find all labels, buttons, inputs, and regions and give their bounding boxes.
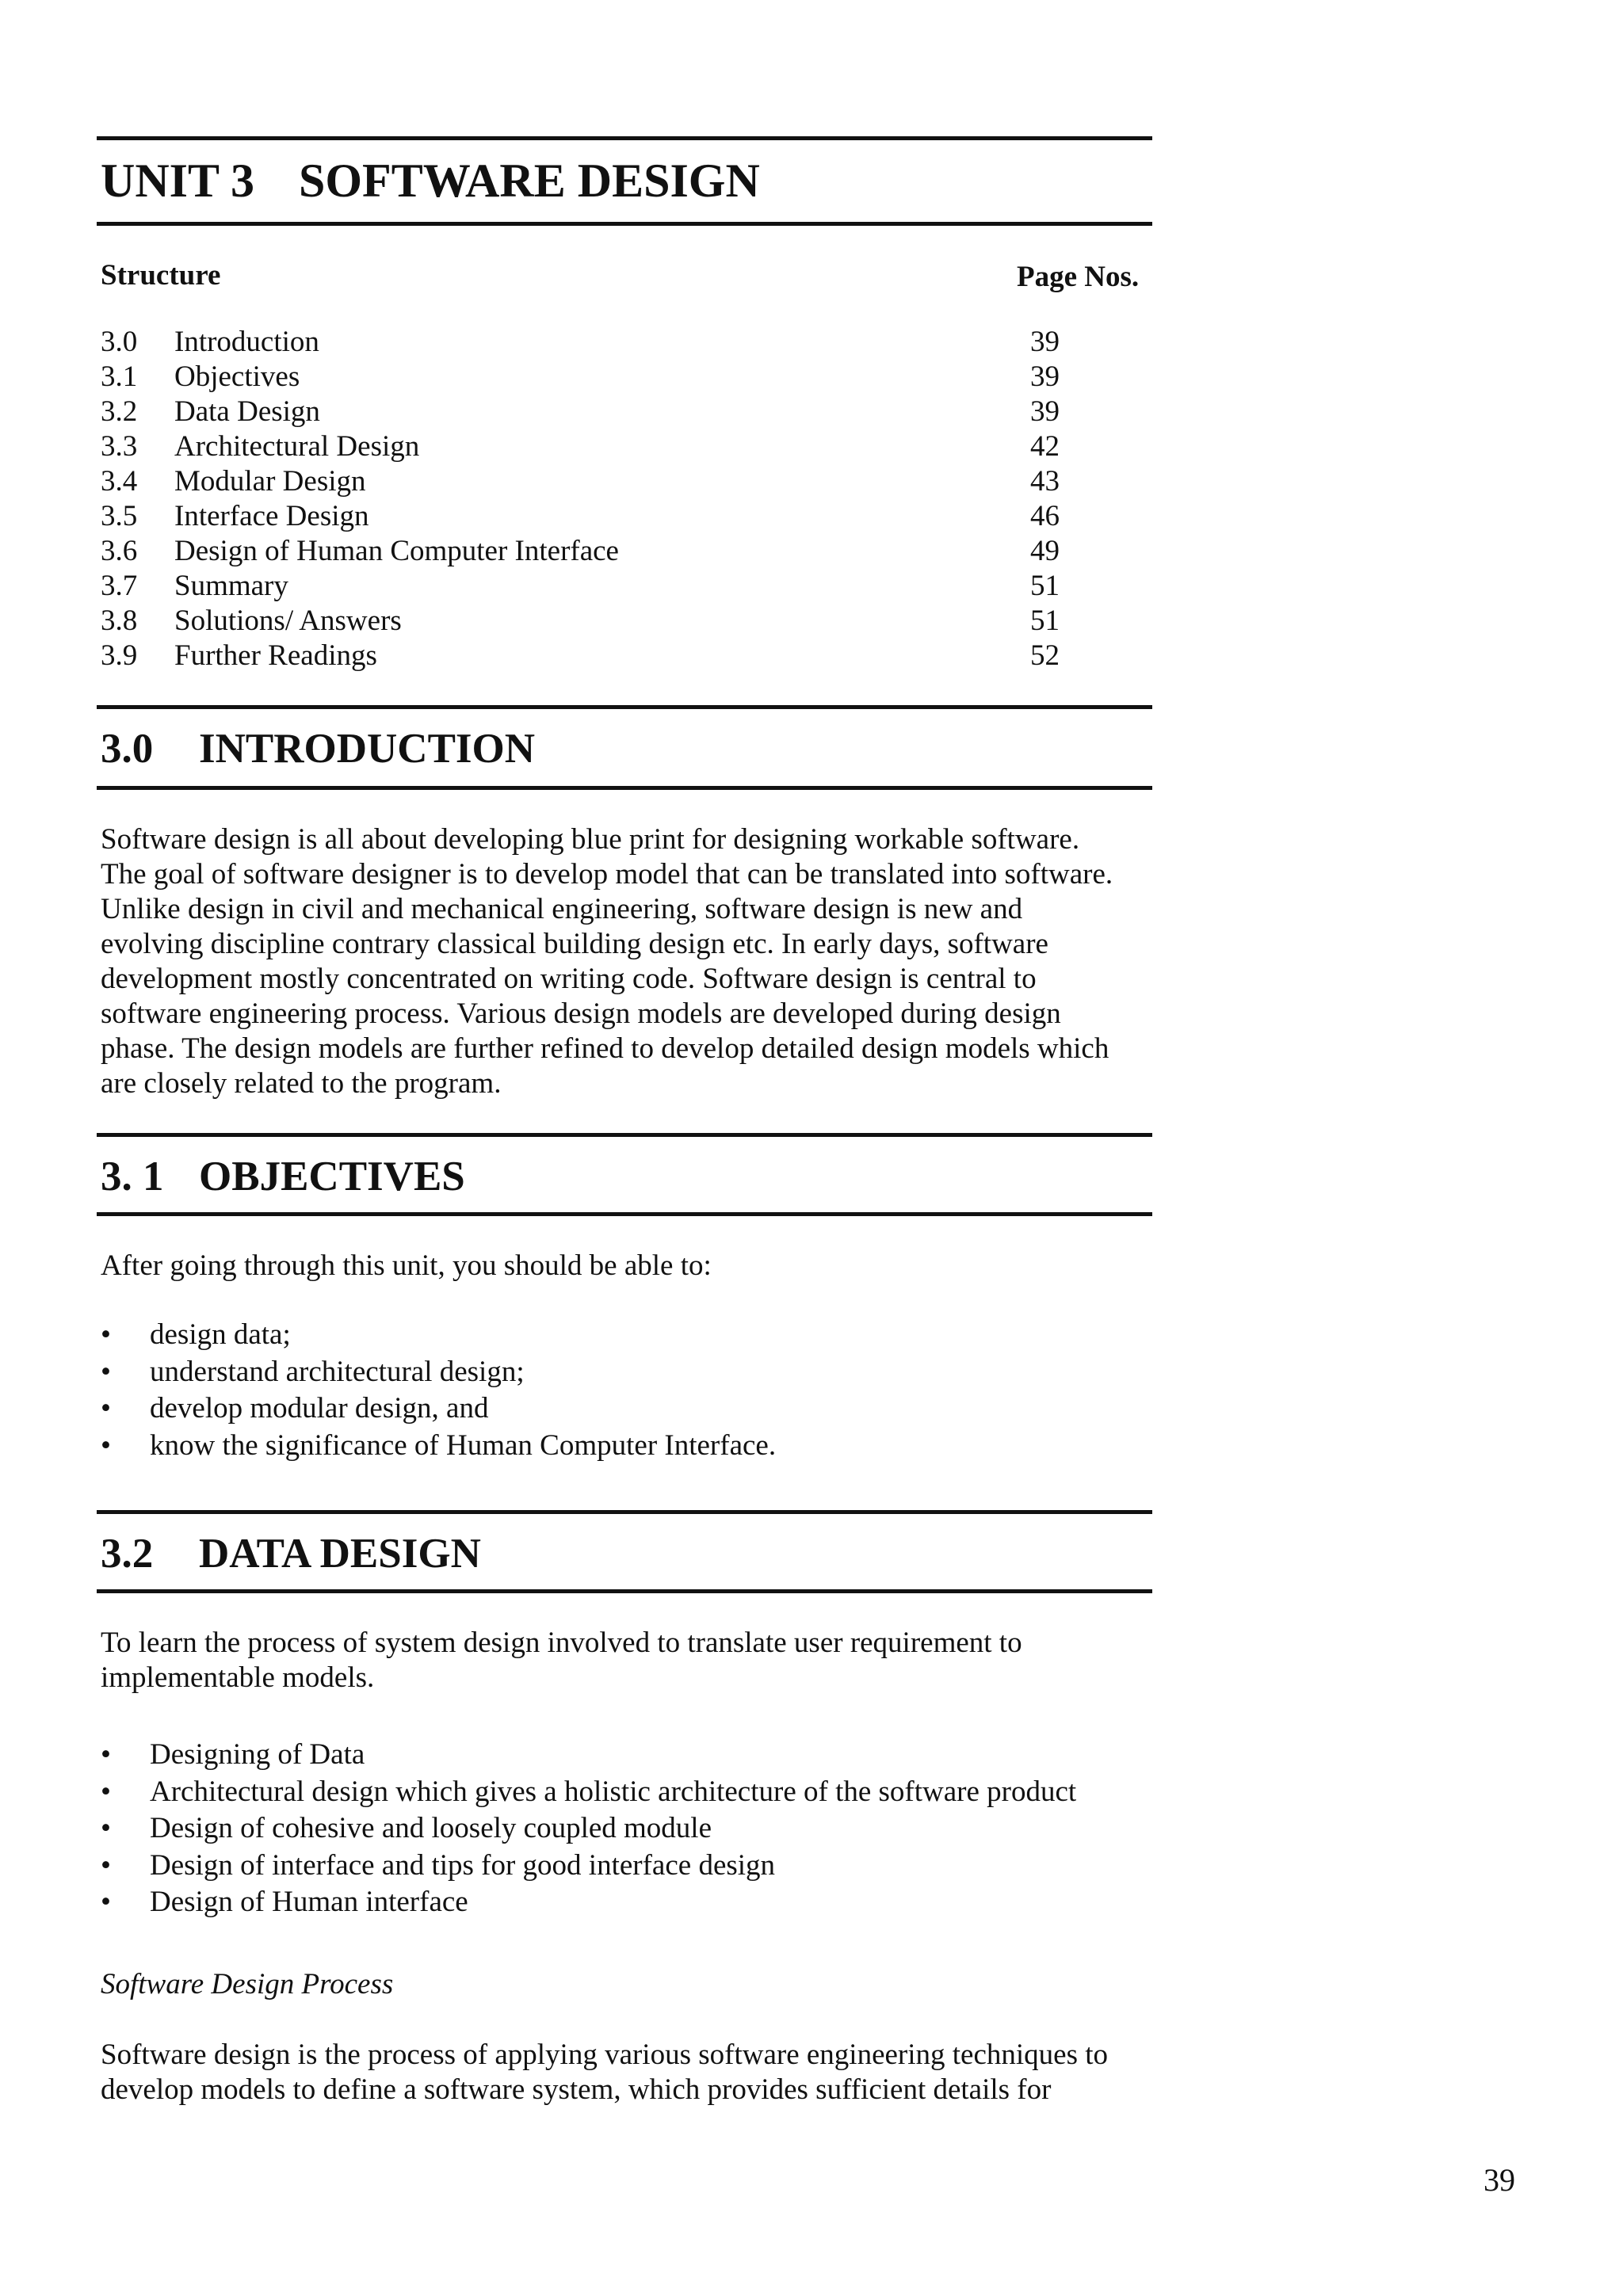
- paragraph-line: Software design is all about developing blue print for designing workable software.: [101, 823, 1080, 856]
- toc-number: 3.6: [101, 535, 138, 567]
- unit-title: [101, 149, 760, 212]
- toc-row: [101, 464, 1131, 499]
- toc-page: 52: [1030, 639, 1060, 672]
- list-item-text: understand architectural design;: [150, 1355, 525, 1388]
- introduction-top-rule: [97, 705, 1152, 709]
- toc-row: [101, 569, 1131, 604]
- paragraph-line: phase. The design models are further refined to develop detailed design models which: [101, 1032, 1109, 1065]
- section-title: INTRODUCTION: [199, 726, 536, 772]
- toc-page: 51: [1030, 570, 1060, 602]
- toc-number: 3.5: [101, 500, 138, 532]
- bullet-icon: •: [101, 1355, 111, 1388]
- toc-row: [101, 604, 1131, 639]
- data-design-top-rule: [97, 1510, 1152, 1514]
- top-rule: [97, 136, 1152, 140]
- objectives-heading: [101, 1149, 465, 1204]
- data-design-intro: [101, 1626, 1163, 1695]
- list-item-text: develop modular design, and: [150, 1392, 489, 1425]
- toc-number: 3.8: [101, 605, 138, 637]
- objectives-intro: [101, 1249, 1163, 1283]
- data-design-bottom-rule: [97, 1589, 1152, 1593]
- toc-page: 49: [1030, 535, 1060, 567]
- toc-page: 51: [1030, 605, 1060, 637]
- toc-number: 3.9: [101, 639, 138, 672]
- list-item-text: Architectural design which gives a holistic architecture of the software product: [150, 1775, 1077, 1808]
- objectives-bottom-rule: [97, 1212, 1152, 1216]
- toc-title: Data Design: [174, 395, 320, 428]
- bullet-icon: •: [101, 1848, 111, 1882]
- paragraph-line: After going through this unit, you should be able to:: [101, 1249, 712, 1282]
- toc-title: Modular Design: [174, 465, 366, 498]
- toc-row: [101, 395, 1131, 429]
- list-item-text: Designing of Data: [150, 1738, 365, 1771]
- toc-title: Introduction: [174, 326, 319, 358]
- list-item-text: Design of Human interface: [150, 1886, 468, 1918]
- bullet-icon: •: [101, 1812, 111, 1844]
- toc-number: 3.4: [101, 465, 138, 498]
- toc-title: Design of Human Computer Interface: [174, 535, 619, 567]
- toc-title: Objectives: [174, 360, 300, 393]
- bullet-icon: •: [101, 1392, 111, 1425]
- toc-page: 39: [1030, 395, 1060, 428]
- toc-row: [101, 429, 1131, 464]
- toc-title: Solutions/ Answers: [174, 605, 402, 637]
- paragraph-line: software engineering process. Various design models are developed during design: [101, 997, 1061, 1030]
- data-design-heading: [101, 1526, 481, 1581]
- list-item-text: Design of interface and tips for good interface design: [150, 1848, 776, 1882]
- introduction-bottom-rule: [97, 786, 1152, 790]
- section-title: DATA DESIGN: [199, 1531, 481, 1577]
- page-nos-heading: Page Nos.: [1017, 261, 1140, 293]
- section-number: 3.0: [101, 726, 154, 772]
- toc-page: 42: [1030, 430, 1060, 463]
- toc-row: [101, 639, 1131, 673]
- toc-row: [101, 499, 1131, 534]
- section-title: OBJECTIVES: [199, 1154, 465, 1199]
- list-item-text: design data;: [150, 1318, 291, 1351]
- software-design-process-subheading: Software Design Process: [101, 1968, 394, 2000]
- unit-title-rule: [97, 222, 1152, 226]
- structure-heading: Structure: [101, 259, 221, 292]
- paragraph-line: Software design is the process of applying various software engineering techniques to: [101, 2039, 1109, 2071]
- paragraph-line: are closely related to the program.: [101, 1067, 502, 1100]
- paragraph-line: The goal of software designer is to develop model that can be translated into software.: [101, 858, 1113, 891]
- toc-number: 3.7: [101, 570, 138, 602]
- introduction-heading: [101, 721, 535, 776]
- bullet-icon: •: [101, 1428, 111, 1462]
- toc-number: 3.1: [101, 360, 138, 393]
- bullet-icon: •: [101, 1886, 111, 1918]
- paragraph-line: Unlike design in civil and mechanical engineering, software design is new and: [101, 893, 1023, 925]
- section-number: 3.2: [101, 1531, 154, 1577]
- paragraph-line: development mostly concentrated on writing code. Software design is central to: [101, 963, 1037, 995]
- toc-number: 3.0: [101, 326, 138, 358]
- software-design-process-paragraph: [101, 2038, 1163, 2107]
- paragraph-line: To learn the process of system design involved to translate user requirement to: [101, 1627, 1022, 1659]
- toc-title: Summary: [174, 570, 288, 602]
- toc-number: 3.2: [101, 395, 138, 428]
- page-number: 39: [1484, 2162, 1515, 2198]
- paragraph-line: implementable models.: [101, 1661, 375, 1694]
- unit-number: UNIT 3: [101, 154, 254, 207]
- list-item-text: know the significance of Human Computer Interface.: [150, 1428, 777, 1462]
- list-item-text: Design of cohesive and loosely coupled module: [150, 1812, 712, 1844]
- toc-row: [101, 325, 1131, 360]
- objectives-top-rule: [97, 1133, 1152, 1137]
- unit-name: SOFTWARE DESIGN: [299, 154, 760, 207]
- bullet-icon: •: [101, 1318, 111, 1351]
- paragraph-line: evolving discipline contrary classical building design etc. In early days, software: [101, 928, 1048, 960]
- section-number: 3. 1: [101, 1154, 164, 1199]
- toc-page: 39: [1030, 360, 1060, 393]
- toc-page: 43: [1030, 465, 1060, 498]
- bullet-icon: •: [101, 1775, 111, 1808]
- paragraph-line: develop models to define a software system, which provides sufficient details for: [101, 2073, 1052, 2106]
- bullet-icon: •: [101, 1738, 111, 1771]
- toc-page: 39: [1030, 326, 1060, 358]
- toc-title: Interface Design: [174, 500, 369, 532]
- toc-title: Architectural Design: [174, 430, 420, 463]
- table-of-contents: [101, 325, 1131, 673]
- toc-number: 3.3: [101, 430, 138, 463]
- toc-page: 46: [1030, 500, 1060, 532]
- introduction-paragraph: [101, 822, 1163, 1101]
- toc-row: [101, 534, 1131, 569]
- toc-row: [101, 360, 1131, 395]
- toc-title: Further Readings: [174, 639, 377, 672]
